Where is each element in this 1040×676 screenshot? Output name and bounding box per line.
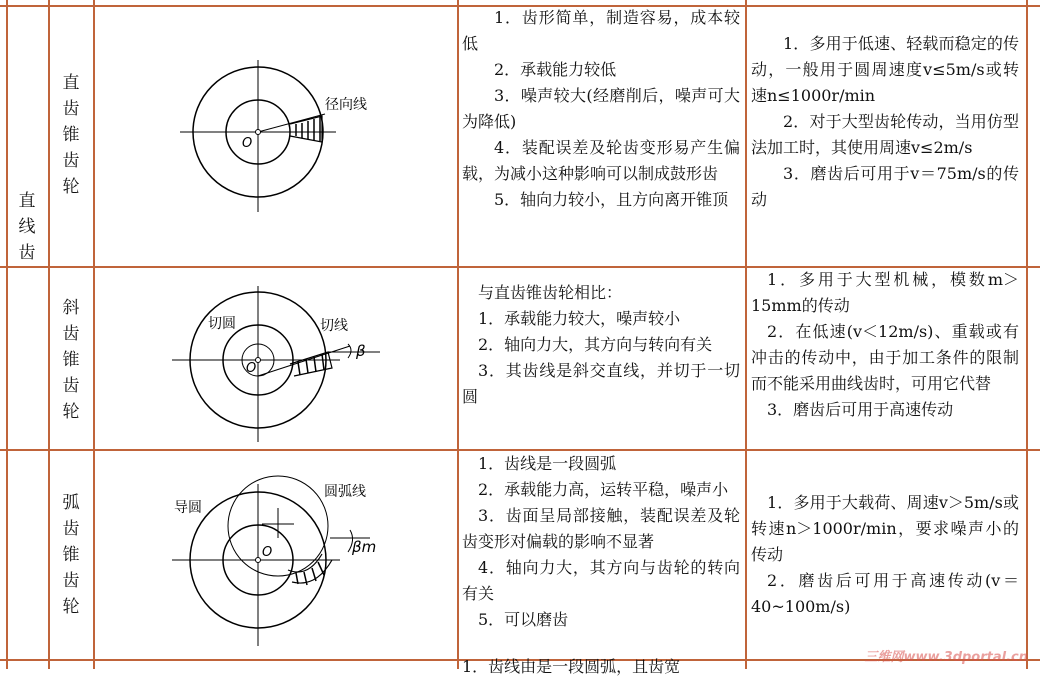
center-label: O — [242, 136, 253, 151]
feature-text: 1．齿形简单，制造容易，成本较低 — [462, 8, 740, 53]
applications-spiral-bevel — [751, 490, 1019, 620]
col-border — [1026, 0, 1028, 669]
feature-text: 与直齿锥齿轮相比： — [478, 283, 623, 302]
application-text: 3．磨齿后可用于v＝75m/s的传动 — [751, 164, 1019, 209]
application-text: 1．多用于大载荷、周速v＞5m/s或转速n＞1000r/min，要求噪声小的传动 — [751, 493, 1019, 564]
center-label: O — [262, 545, 273, 560]
col-border — [48, 0, 50, 669]
feature-text: 5．轴向力较小，且方向离开锥顶 — [494, 190, 729, 209]
col-border — [745, 0, 747, 669]
beta-label: β — [356, 342, 366, 360]
application-text: 3．磨齿后可用于高速传动 — [767, 400, 954, 419]
beta-m-label: βm — [352, 538, 377, 556]
tangent-circle-label: 切圆 — [208, 316, 236, 332]
applications-straight-bevel — [751, 31, 1019, 213]
tangent-line-label: 切线 — [320, 318, 348, 334]
feature-text: 1．齿线是一段圆弧 — [478, 454, 617, 473]
col-border — [93, 0, 95, 669]
partial-row-text: 1．齿线由是一段圆弧，且齿宽 — [462, 657, 681, 676]
application-text: 2．在低速(v＜12m/s)、重载或有冲击的传动中，由于加工条件的限制而不能采用曲线齿时，可用它代替 — [751, 322, 1019, 393]
gear-name-spiral-bevel: 弧齿锥齿轮 — [62, 493, 80, 617]
feature-text: 2．承载能力高，运转平稳，噪声小 — [478, 480, 729, 499]
feature-text: 2．轴向力大，其方向与转向有关 — [478, 335, 713, 354]
features-straight-bevel — [462, 5, 740, 213]
feature-text: 3．齿面呈局部接触，装配误差及轮齿变形对偏载的影响不显著 — [462, 506, 740, 551]
feature-text: 4．轴向力大，其方向与齿轮的转向有关 — [462, 558, 740, 603]
features-spiral-bevel — [462, 451, 740, 633]
feature-text: 5．可以磨齿 — [478, 610, 569, 629]
application-text: 2．磨齿后可用于高速传动(v＝40~100m/s) — [751, 571, 1019, 616]
arc-line-label: 圆弧线 — [324, 484, 366, 500]
radial-line-label: 径向线 — [325, 97, 367, 113]
feature-text: 3．其齿线是斜交直线，并切于一切圆 — [462, 361, 740, 406]
col-border — [457, 0, 459, 669]
feature-text: 1．承载能力较大，噪声较小 — [478, 309, 681, 328]
gear-name-straight-bevel: 直齿锥齿轮 — [62, 73, 80, 197]
straight-bevel-diagram — [180, 62, 367, 222]
application-text: 2．对于大型齿轮传动，当用仿型法加工时，其使用周速v≤2m/s — [751, 112, 1019, 157]
group-label-straight-teeth: 直线齿 — [18, 191, 36, 263]
gear-name-helical-bevel: 斜齿锥齿轮 — [62, 298, 80, 422]
features-helical-bevel — [462, 280, 740, 410]
feature-text: 4．装配误差及轮齿变形易产生偏载，为减小这种影响可以制成鼓形齿 — [462, 138, 740, 183]
watermark: 三维网www.3dportal.cn — [864, 650, 1028, 665]
helical-bevel-diagram — [170, 282, 390, 444]
applications-helical-bevel — [751, 267, 1019, 423]
guide-circle-label: 导圆 — [174, 500, 202, 516]
feature-text: 2．承载能力较低 — [494, 60, 617, 79]
feature-text: 3．噪声较大(经磨削后，噪声可大为降低) — [462, 86, 740, 131]
center-label: O — [246, 361, 257, 376]
application-text: 1．多用于低速、轻载而稳定的传动，一般用于圆周速度v≤5m/s或转速n≤1000r/min — [751, 34, 1019, 105]
application-text: 1．多用于大型机械，模数m＞15mm的传动 — [751, 270, 1019, 315]
col-border — [6, 0, 8, 669]
spiral-bevel-diagram — [170, 478, 390, 653]
